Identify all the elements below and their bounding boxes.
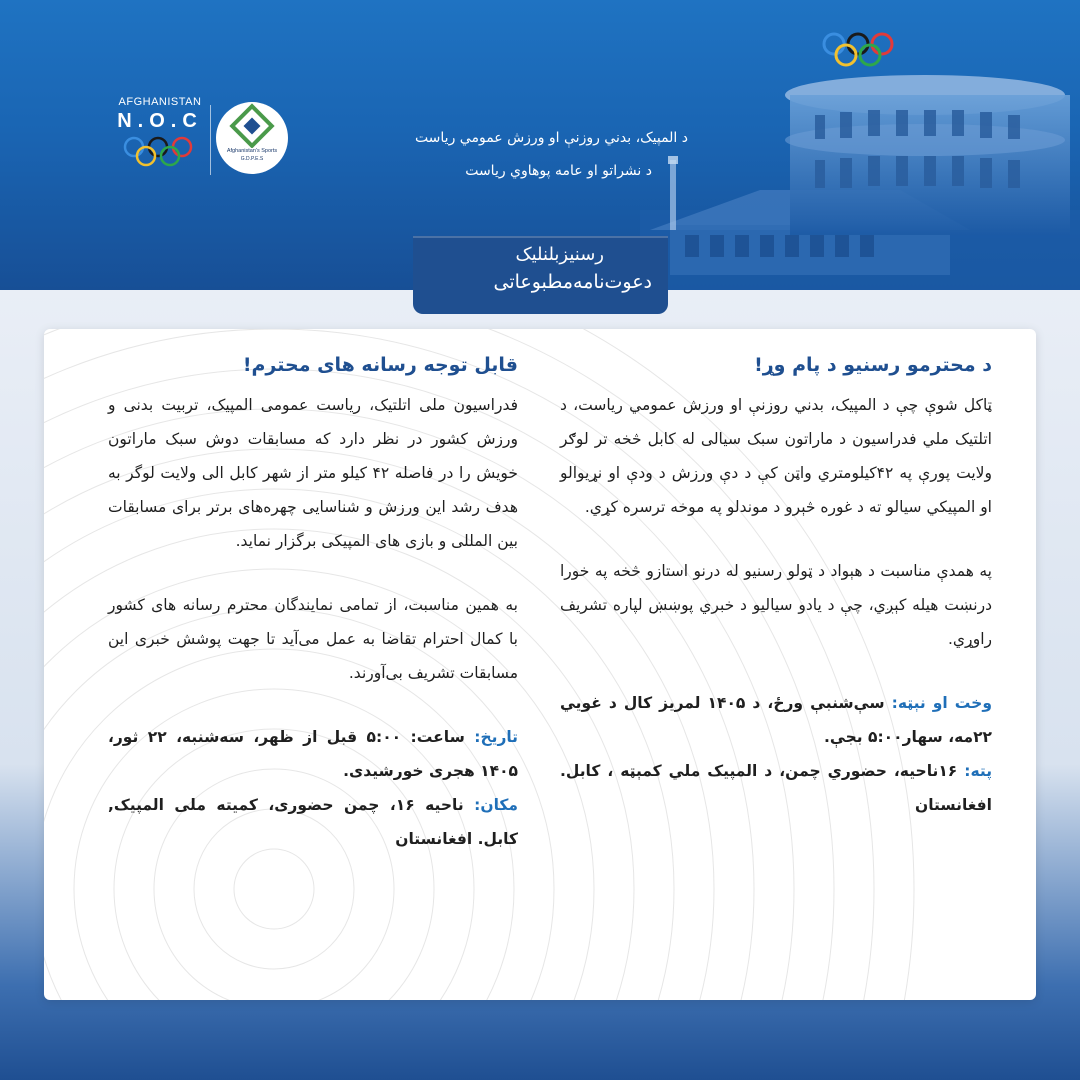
pashto-address-value: ۱۶ناحیه، حضوري چمن، د المپیک ملي کمېټه ، کابل. افغانستان bbox=[560, 762, 992, 814]
pashto-address-line bbox=[560, 754, 992, 822]
pashto-paragraph-1: ټاکل شوې چې د المپیک، بدني روزنې او ورزش عمومي ریاست، د اتلتیک ملي فدراسیون د ماراتون سبک سیالی له کابل څخه تر لوګر ولایت پورې په ۴۲کیلومتري واټن کې د دې ورزش د ودې او نړیوالو او المپیکي سیالو ته د غوره څېرو د موندلو په موخه ترسره کړي. bbox=[560, 396, 993, 516]
pashto-time-line bbox=[560, 686, 992, 754]
dari-date-value: ساعت: ۵:۰۰ قبل از ظهر، سه‌شنبه، ۲۲ ثور، ۱۴۰۵ هجری خورشیدی. bbox=[108, 728, 518, 780]
pashto-column bbox=[560, 354, 992, 822]
dari-paragraph-2: به همین مناسبت، از تمامی نمایندگان محترم رسانه های کشور با کمال احترام تقاضا به عمل می‌آید تا جهت پوشش خبری این مسابقات تشریف بی‌آورند. bbox=[108, 596, 518, 682]
dari-paragraph-1: فدراسیون ملی اتلتیک، ریاست عمومی المپیک، تربیت بدنی و ورزش کشور در نظر دارد که مسابقات دوش سبک ماراتون خویش را در فاصله ۴۲ کیلو متر از شهر کابل الی ولایت لوگر به هدف رشد این ورزش و شناسایی چهره‌های برتر برای مسابقات بین المللی و بازی های المپیکی برگزار نماید. bbox=[108, 396, 518, 550]
spacer bbox=[108, 690, 518, 720]
press-invitation-tab bbox=[413, 236, 668, 314]
press-title-dari: دعوت‌نامه‌مطبوعاتی bbox=[493, 271, 652, 293]
afghanistan-noc-logo bbox=[110, 96, 210, 176]
pashto-title: د محترمو رسنیو د پام وړ! bbox=[754, 354, 992, 376]
sports-logo-caption: Afghanistan's Sports bbox=[226, 148, 278, 154]
olympic-rings-icon bbox=[820, 30, 900, 70]
spacer bbox=[560, 656, 992, 686]
pashto-time-value: سې‌شنبې ورځ، د ۱۴۰۵ لمریز کال د غويي ۲۲مه، سهار۵:۰۰ بجې. bbox=[560, 694, 992, 746]
logo-divider bbox=[210, 105, 211, 175]
pashto-paragraph-2: په همدې مناسبت د هېواد د ټولو رسنیو له درنو استازو څخه په خورا درنښت هیله کېږي، چې د یادو سیالیو د خبري پوښښ لپاره تشریف راوړي. bbox=[560, 562, 992, 648]
dari-title: قابل توجه رسانه های محترم! bbox=[242, 354, 518, 376]
spacer bbox=[560, 524, 992, 554]
spacer bbox=[108, 558, 518, 588]
dari-place-label: مکان: bbox=[474, 796, 519, 814]
pashto-time-label: وخت او نېټه: bbox=[891, 694, 992, 712]
afghanistan-sports-logo bbox=[216, 102, 288, 174]
noc-abbreviation-text: N.O.C bbox=[117, 110, 203, 132]
dari-place-line bbox=[108, 788, 518, 856]
olympic-rings-icon bbox=[120, 135, 200, 169]
org-name-line1: د المپیک، بدني روزنې او ورزش عمومي ریاست bbox=[414, 130, 688, 146]
press-title-pashto: رسنیزبلنلیک bbox=[515, 244, 604, 265]
dari-place-value: ناحیه ۱۶، چمن حضوری، کمیته ملی المپیک, کابل. افغانستان bbox=[108, 796, 518, 848]
dari-column bbox=[108, 354, 518, 856]
sports-logo-subcaption: G.D.P.E.S bbox=[240, 156, 264, 162]
pashto-address-label: پته: bbox=[964, 762, 993, 780]
sports-emblem-icon bbox=[216, 102, 288, 148]
invitation-card bbox=[44, 329, 1036, 1000]
noc-country-text: AFGHANISTAN bbox=[118, 96, 202, 108]
org-name-line2: د نشراتو او عامه پوهاوي ریاست bbox=[465, 163, 652, 179]
dari-date-label: تاریخ: bbox=[474, 728, 519, 746]
dari-date-line bbox=[108, 720, 518, 788]
